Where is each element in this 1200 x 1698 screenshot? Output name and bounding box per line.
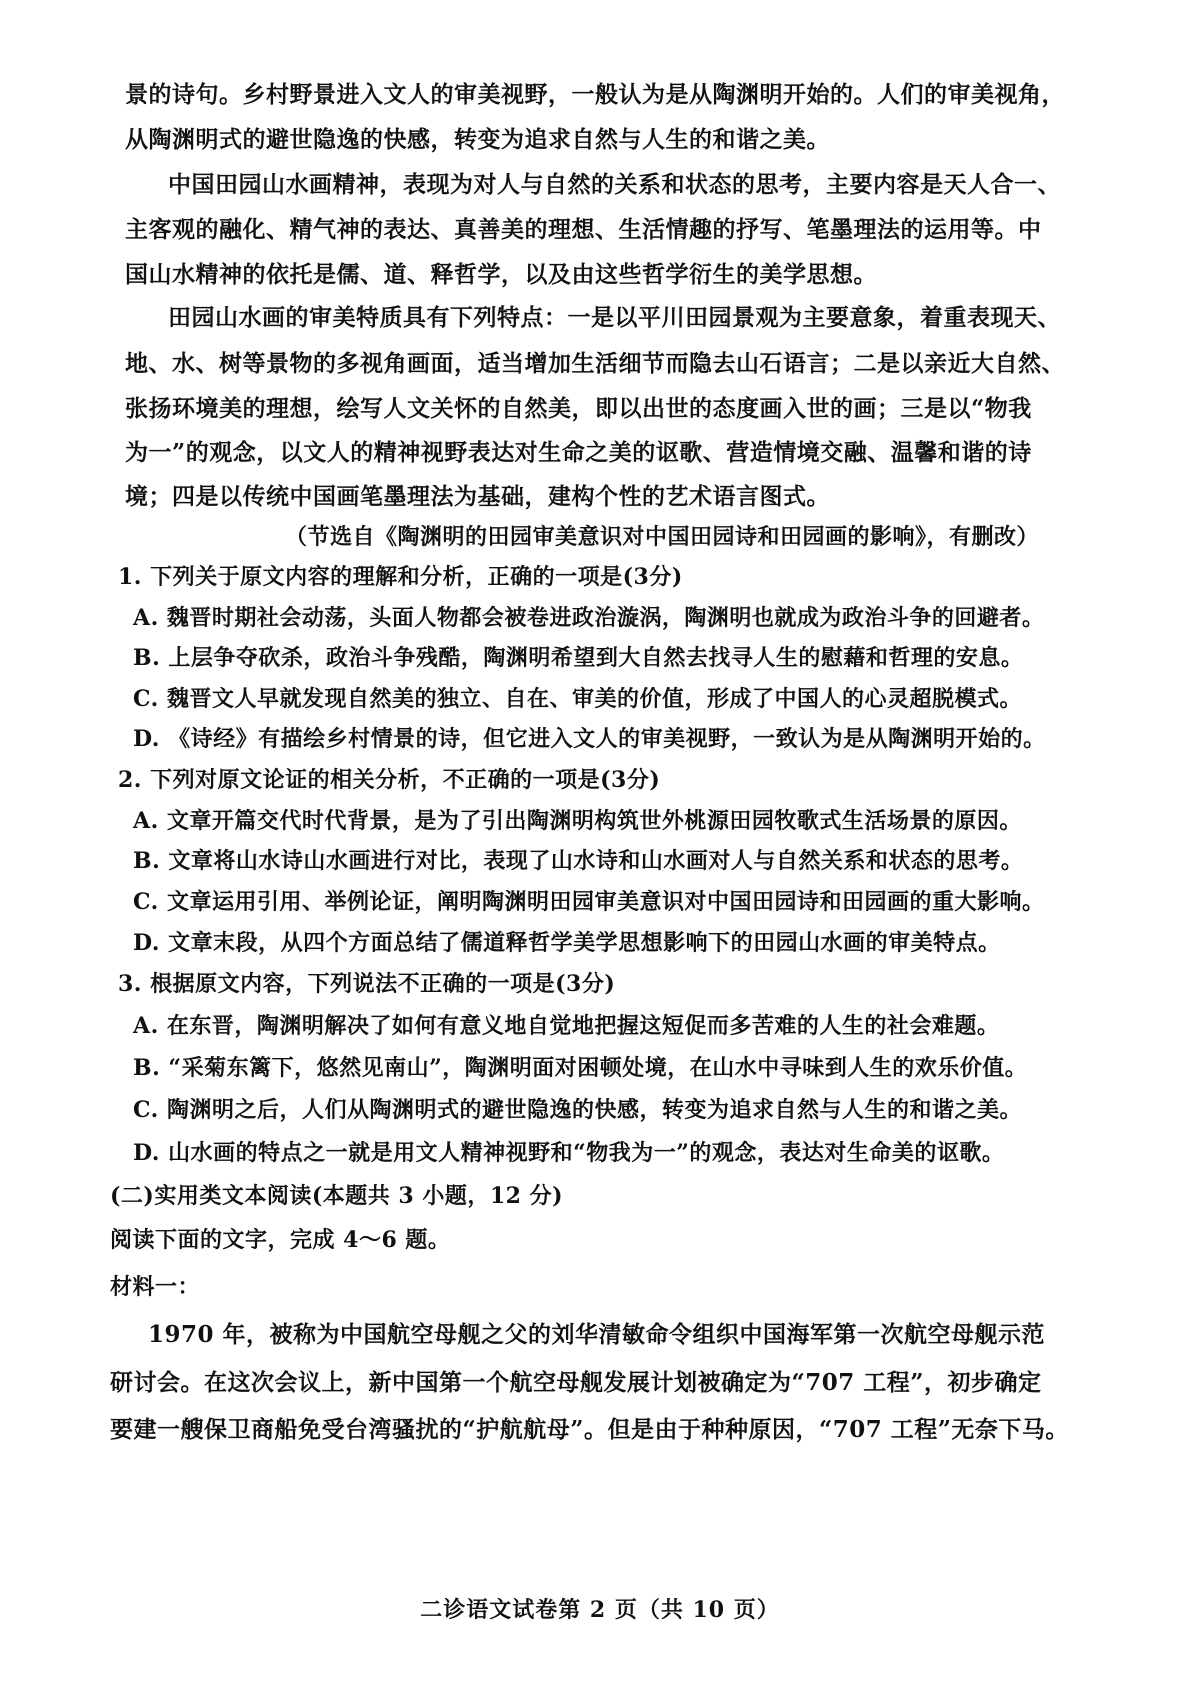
question-1-option-d: D. 《诗经》有描绘乡村情景的诗，但它进入文人的审美视野，一致认为是从陶渊明开始的。 — [133, 726, 1046, 752]
passage-source: （节选自《陶渊明的田园审美意识对中国田园诗和田园画的影响》，有删改） — [285, 524, 1040, 550]
page-footer: 二诊语文试卷第 2 页（共 10 页） — [420, 1597, 780, 1623]
passage-line-6: 田园山水画的审美特质具有下列特点：一是以平川田园景观为主要意象，着重表现天、 — [168, 304, 1061, 331]
question-2-option-b: B. 文章将山水诗山水画进行对比，表现了山水诗和山水画对人与自然关系和状态的思考。 — [133, 848, 1024, 874]
question-3-option-b: B. “采菊东篱下，悠然见南山”，陶渊明面对困顿处境，在山水中寻味到人生的欢乐价值。 — [133, 1055, 1028, 1081]
question-2-stem: 2. 下列对原文论证的相关分析，不正确的一项是(3分) — [118, 767, 661, 793]
question-3-option-d: D. 山水画的特点之一就是用文人精神视野和“物我为一”的观念，表达对生命美的讴歌。 — [133, 1140, 1005, 1166]
question-2-option-d: D. 文章末段，从四个方面总结了儒道释哲学美学思想影响下的田园山水画的审美特点。 — [133, 930, 1001, 956]
question-1-stem: 1. 下列关于原文内容的理解和分析，正确的一项是(3分) — [118, 564, 683, 590]
material-1-label: 材料一： — [110, 1274, 201, 1300]
question-3-option-c: C. 陶渊明之后，人们从陶渊明式的避世隐逸的快感，转变为追求自然与人生的和谐之美。 — [133, 1097, 1022, 1123]
question-3-option-a: A. 在东晋，陶渊明解决了如何有意义地自觉地把握这短促而多苦难的人生的社会难题。 — [133, 1013, 1000, 1039]
question-3-stem: 3. 根据原文内容，下列说法不正确的一项是(3分) — [118, 971, 616, 997]
question-1-option-c: C. 魏晋文人早就发现自然美的独立、自在、审美的价值，形成了中国人的心灵超脱模式。 — [133, 686, 1022, 712]
question-2-option-c: C. 文章运用引用、举例论证，阐明陶渊明田园审美意识对中国田园诗和田园画的重大影响。 — [133, 889, 1045, 915]
question-2-option-a: A. 文章开篇交代时代背景，是为了引出陶渊明构筑世外桃源田园牧歌式生活场景的原因。 — [133, 808, 1022, 834]
passage-line-3: 中国田园山水画精神，表现为对人与自然的关系和状态的思考，主要内容是天人合一、 — [168, 171, 1061, 198]
passage-line-1: 景的诗句。乡村野景进入文人的审美视野，一般认为是从陶渊明开始的。人们的审美视角， — [125, 81, 1065, 108]
passage-line-5: 国山水精神的依托是儒、道、释哲学，以及由这些哲学衍生的美学思想。 — [125, 261, 877, 288]
material-1-line-2: 研讨会。在这次会议上，新中国第一个航空母舰发展计划被确定为“707 工程”，初步确定 — [110, 1369, 1042, 1396]
passage-line-9: 为一”的观念，以文人的精神视野表达对生命之美的讴歌、营造情境交融、温馨和谐的诗 — [125, 439, 1032, 466]
passage-line-7: 地、水、树等景物的多视角画面，适当增加生活细节而隐去山石语言；二是以亲近大自然、 — [125, 350, 1065, 377]
section-2-heading: (二)实用类文本阅读(本题共 3 小题，12 分) — [110, 1183, 564, 1209]
material-1-line-1: 1970 年，被称为中国航空母舰之父的刘华清敏命令组织中国海军第一次航空母舰示范 — [148, 1321, 1046, 1348]
passage-line-2: 从陶渊明式的避世隐逸的快感，转变为追求自然与人生的和谐之美。 — [125, 126, 830, 153]
question-1-option-a: A. 魏晋时期社会动荡，头面人物都会被卷进政治漩涡，陶渊明也就成为政治斗争的回避者。 — [133, 605, 1045, 631]
passage-line-10: 境；四是以传统中国画笔墨理法为基础，建构个性的艺术语言图式。 — [125, 483, 830, 510]
section-2-instruction: 阅读下面的文字，完成 4～6 题。 — [110, 1227, 451, 1253]
passage-line-4: 主客观的融化、精气神的表达、真善美的理想、生活情趣的抒写、笔墨理法的运用等。中 — [125, 216, 1042, 243]
question-1-option-b: B. 上层争夺砍杀，政治斗争残酷，陶渊明希望到大自然去找寻人生的慰藉和哲理的安息。 — [133, 645, 1024, 671]
material-1-line-3: 要建一艘保卫商船免受台湾骚扰的“护航航母”。但是由于种种原因，“707 工程”无奈下马。 — [110, 1416, 1069, 1443]
passage-line-8: 张扬环境美的理想，绘写人文关怀的自然美，即以出世的态度画入世的画；三是以“物我 — [125, 395, 1032, 422]
